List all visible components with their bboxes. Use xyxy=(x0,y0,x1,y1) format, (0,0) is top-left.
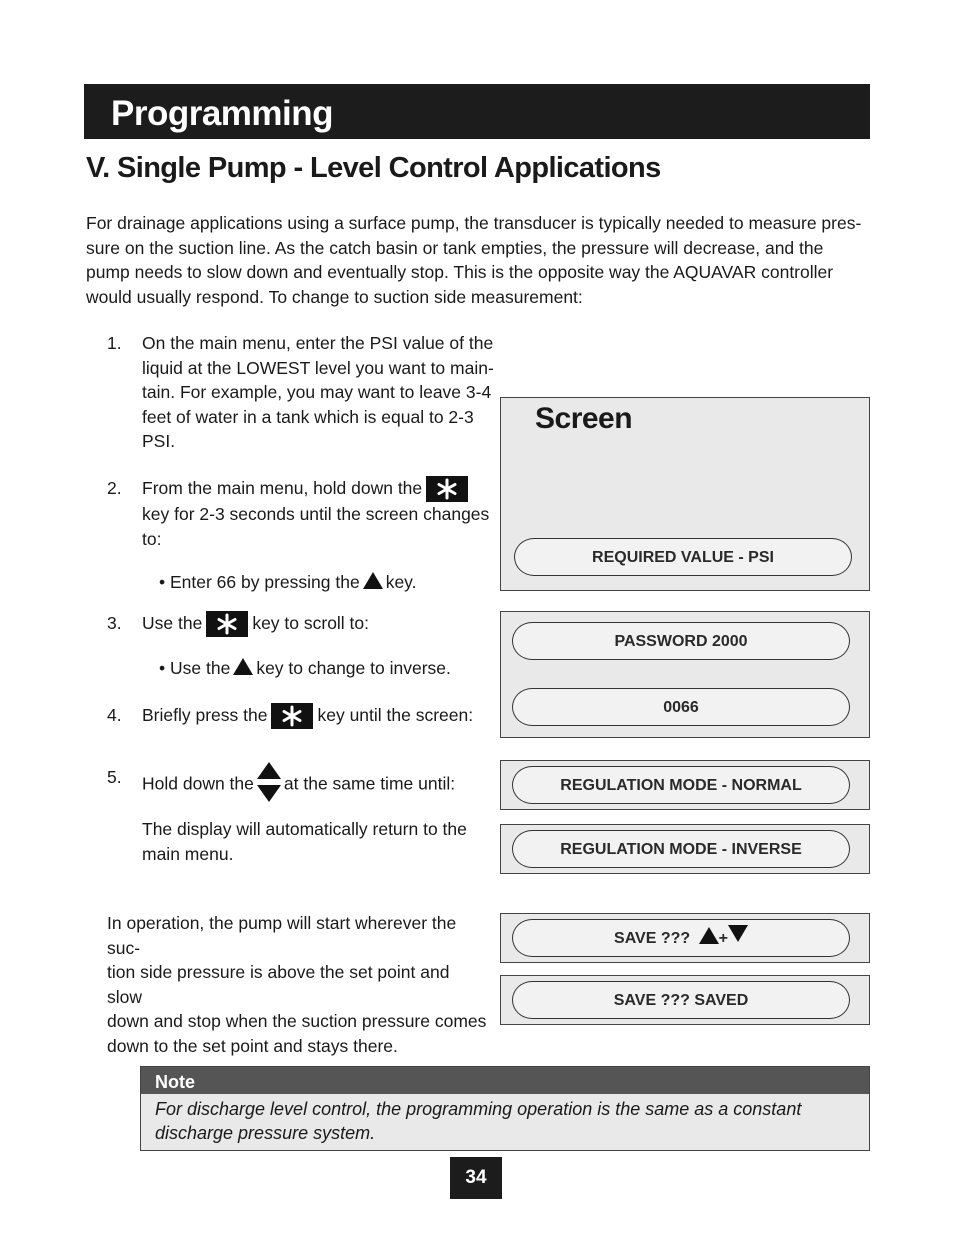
screen-panel-reg-inverse xyxy=(500,824,870,874)
step-text: liquid at the LOWEST level you want to main- xyxy=(142,357,494,378)
page-number: 34 xyxy=(450,1157,502,1199)
note-line: For discharge level control, the programming operation is the same as a constant xyxy=(155,1099,802,1119)
operation-paragraph xyxy=(107,911,487,1058)
step-text: The display will automatically return to the xyxy=(142,819,467,839)
down-arrow-icon xyxy=(728,925,748,942)
operation-line: down to the set point and stays there. xyxy=(107,1035,398,1056)
step-number: 4. xyxy=(107,705,122,725)
step-number: 5. xyxy=(107,767,122,787)
asterisk-key-icon xyxy=(271,703,313,729)
step-text: PSI. xyxy=(142,431,176,451)
screen-panel-main xyxy=(500,397,870,591)
lcd-regulation-inverse: REGULATION MODE - INVERSE xyxy=(512,830,850,868)
step-bullet: • Use the xyxy=(159,658,231,679)
step-text: to: xyxy=(142,528,162,549)
note-box xyxy=(140,1066,870,1151)
screen-title: Screen xyxy=(535,402,633,435)
step-number: 3. xyxy=(107,613,122,633)
screen-panel-save xyxy=(500,913,870,963)
lcd-regulation-normal: REGULATION MODE - NORMAL xyxy=(512,766,850,804)
operation-line: In operation, the pump will start wherever the suc- xyxy=(107,913,457,958)
step-text: at the same time until: xyxy=(283,773,456,794)
asterisk-key-icon xyxy=(426,476,468,502)
note-line: discharge pressure system. xyxy=(155,1123,376,1143)
lcd-save-saved: SAVE ??? SAVED xyxy=(512,981,850,1019)
intro-line: would usually respond. To change to suction side measurement: xyxy=(86,286,583,307)
step-number: 2. xyxy=(107,478,122,498)
lcd-save-prompt xyxy=(512,919,850,957)
screen-panel-password xyxy=(500,611,870,738)
step-bullet: • Enter 66 by pressing the xyxy=(159,572,360,593)
operation-line: tion side pressure is above the set point and slow xyxy=(107,962,450,1007)
operation-line: down and stop when the suction pressure comes xyxy=(107,1011,487,1031)
step-bullet-end: key. xyxy=(385,572,417,593)
step-text: key until the screen: xyxy=(317,705,474,725)
intro-line: For drainage applications using a surface pump, the transducer is typically needed to measure pres- xyxy=(86,213,862,233)
step-text: tain. For example, you may want to leave 3-4 xyxy=(142,382,492,402)
note-heading: Note xyxy=(141,1067,869,1094)
lcd-required-value: REQUIRED VALUE - PSI xyxy=(514,538,852,576)
step-text: Use the xyxy=(142,613,203,633)
step-bullet-end: key to change to inverse. xyxy=(256,658,451,679)
save-plus: + xyxy=(718,930,728,947)
intro-paragraph xyxy=(86,211,866,309)
step-text: feet of water in a tank which is equal to 2-3 xyxy=(142,406,474,427)
step-text: From the main menu, hold down the xyxy=(142,478,423,498)
note-body xyxy=(141,1094,869,1148)
header-bar xyxy=(84,84,870,139)
lcd-password: PASSWORD 2000 xyxy=(512,622,850,660)
intro-line: pump needs to slow down and eventually stop. This is the opposite way the AQUAVAR controller xyxy=(86,262,834,282)
lcd-code: 0066 xyxy=(512,688,850,726)
asterisk-key-icon xyxy=(206,611,248,637)
step-text: Hold down the xyxy=(142,773,254,794)
screen-panel-reg-normal xyxy=(500,760,870,810)
step-text: main menu. xyxy=(142,843,234,864)
intro-line: sure on the suction line. As the catch basin or tank empties, the pressure will decrease, and the xyxy=(86,237,824,258)
step-text: On the main menu, enter the PSI value of the xyxy=(142,333,494,353)
up-arrow-icon xyxy=(699,927,719,944)
step-text: key for 2-3 seconds until the screen changes xyxy=(142,504,490,525)
step-text: Briefly press the xyxy=(142,705,268,725)
step-number: 1. xyxy=(107,333,122,353)
section-title: V. Single Pump - Level Control Applications xyxy=(86,152,661,184)
page-heading: Programming xyxy=(111,94,334,133)
up-arrow-icon xyxy=(363,572,383,589)
up-arrow-icon xyxy=(233,658,253,675)
up-down-arrows-icon xyxy=(256,762,282,802)
save-prompt-text: SAVE ??? xyxy=(614,930,691,947)
step-text: key to scroll to: xyxy=(252,613,370,633)
screen-panel-saved xyxy=(500,975,870,1025)
